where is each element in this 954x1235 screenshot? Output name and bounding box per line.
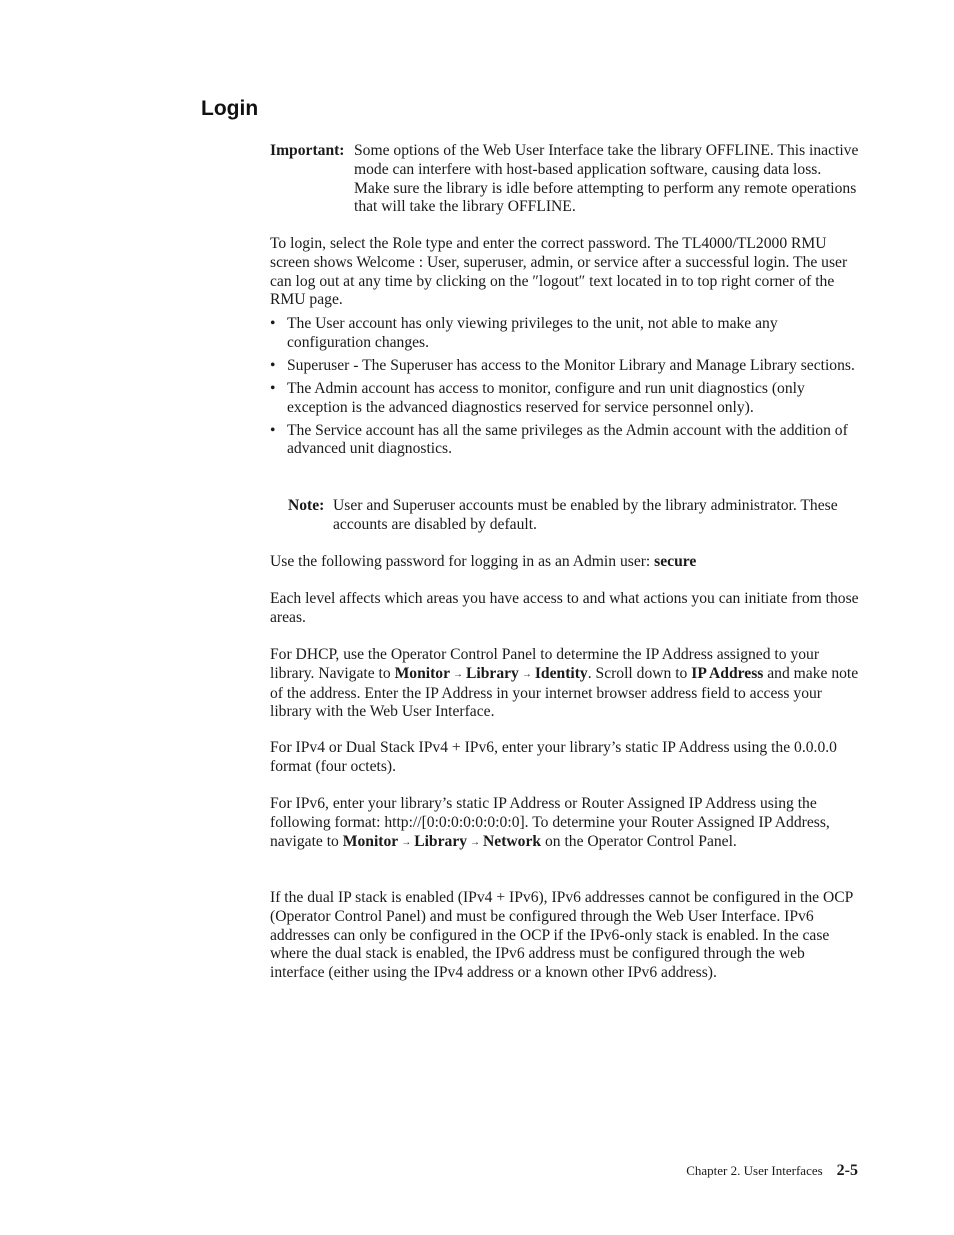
- dual-stack-paragraph: If the dual IP stack is enabled (IPv4 + IPv6), IPv6 addresses cannot be configured in the OCP (Operator Control Panel) and must be configured through the Web User Interface. IPv6 addresses can only be configured in the OCP if the IPv6-only stack is enabled. In the case where the dual stack is enabled, the IPv6 address must be configured through the web interface (either using the IPv4 address or a known other IPv6 address).: [270, 889, 853, 982]
- login-intro-paragraph: To login, select the Role type and enter the correct password. The TL4000/TL2000 RMU screen shows Welcome : User, superuser, admin, or service after a successful login. The user can log out at any time by clicking on the ″logout″ text located in to top right corner of the RMU page.: [270, 235, 848, 309]
- menu-monitor: Monitor: [394, 664, 451, 682]
- menu-library: Library: [414, 832, 468, 850]
- bullet-mark: •: [270, 315, 276, 332]
- bullet-text: The User account has only viewing privileges to the unit, not able to make any configuration changes.: [287, 315, 778, 351]
- arrow-right-icon: →: [470, 836, 481, 848]
- section-heading: Login: [201, 97, 259, 120]
- bullet-mark: •: [270, 421, 276, 439]
- bullet-mark: •: [270, 356, 276, 374]
- dhcp-text-1: For DHCP, use the Operator Control Panel to determine the IP Address assigned to your library. Navigate to: [270, 646, 820, 682]
- important-notice: [270, 142, 860, 217]
- ipv4-paragraph: For IPv4 or Dual Stack IPv4 + IPv6, enter your library’s static IP Address using the 0.0.0.0 format (four octets).: [270, 739, 837, 775]
- bullet-admin-account: [270, 380, 860, 418]
- admin-password: secure: [654, 553, 697, 570]
- bullet-superuser-account: [270, 357, 860, 376]
- note-text: User and Superuser accounts must be enabled by the library administrator. These accounts are disabled by default.: [333, 497, 838, 533]
- ipv6-text-2: on the Operator Control Panel.: [544, 832, 737, 850]
- field-ip-address: IP Address: [691, 664, 764, 682]
- note-label: Note:: [288, 497, 325, 514]
- arrow-right-icon: →: [521, 668, 532, 680]
- bullet-text: The Service account has all the same privileges as the Admin account with the addition of advanced unit diagnostics.: [287, 421, 848, 458]
- page-footer: [686, 1162, 858, 1180]
- page-number: 2-5: [836, 1162, 858, 1179]
- important-text: Some options of the Web User Interface take the library OFFLINE. This inactive mode can interfere with host-based application software, causing data loss. Make sure the library is idle before attempting to perform any remote operations that will take the library OFFLINE.: [354, 142, 859, 216]
- bullet-service-account: [270, 422, 860, 460]
- role-bullet-list: [270, 315, 860, 463]
- arrow-right-icon: →: [453, 668, 464, 680]
- arrow-right-icon: →: [401, 836, 412, 848]
- bullet-text: The Admin account has access to monitor, configure and run unit diagnostics (only exception is the advanced diagnostics reserved for service personnel only).: [287, 379, 805, 416]
- dhcp-paragraph: [270, 646, 860, 722]
- bullet-user-account: [270, 315, 860, 353]
- password-paragraph: [270, 553, 860, 572]
- menu-network: Network: [483, 832, 542, 850]
- access-levels-paragraph: Each level affects which areas you have access to and what actions you can initiate from those areas.: [270, 590, 859, 626]
- footer-chapter-title: Chapter 2. User Interfaces: [686, 1163, 823, 1178]
- password-prefix: Use the following password for logging in as an Admin user:: [270, 553, 651, 570]
- dhcp-text-2: . Scroll down to: [587, 664, 688, 682]
- menu-identity: Identity: [534, 664, 588, 682]
- important-label: Important:: [270, 142, 345, 159]
- ipv6-text-1: For IPv6, enter your library’s static IP Address or Router Assigned IP Address using the following format: http://[0:0:0:0:0:0:0:0]. To determine your Router Assigned IP Address, navigate to: [270, 795, 830, 850]
- bullet-mark: •: [270, 379, 276, 397]
- menu-library: Library: [466, 664, 519, 682]
- ipv6-paragraph: [270, 795, 860, 852]
- note-box: [288, 497, 860, 535]
- menu-monitor: Monitor: [342, 832, 399, 850]
- dhcp-text-3: and make note of the address. Enter the IP Address in your internet browser address field to access your library with the Web User Interface.: [270, 664, 859, 721]
- bullet-text: Superuser - The Superuser has access to the Monitor Library and Manage Library sections.: [287, 356, 855, 374]
